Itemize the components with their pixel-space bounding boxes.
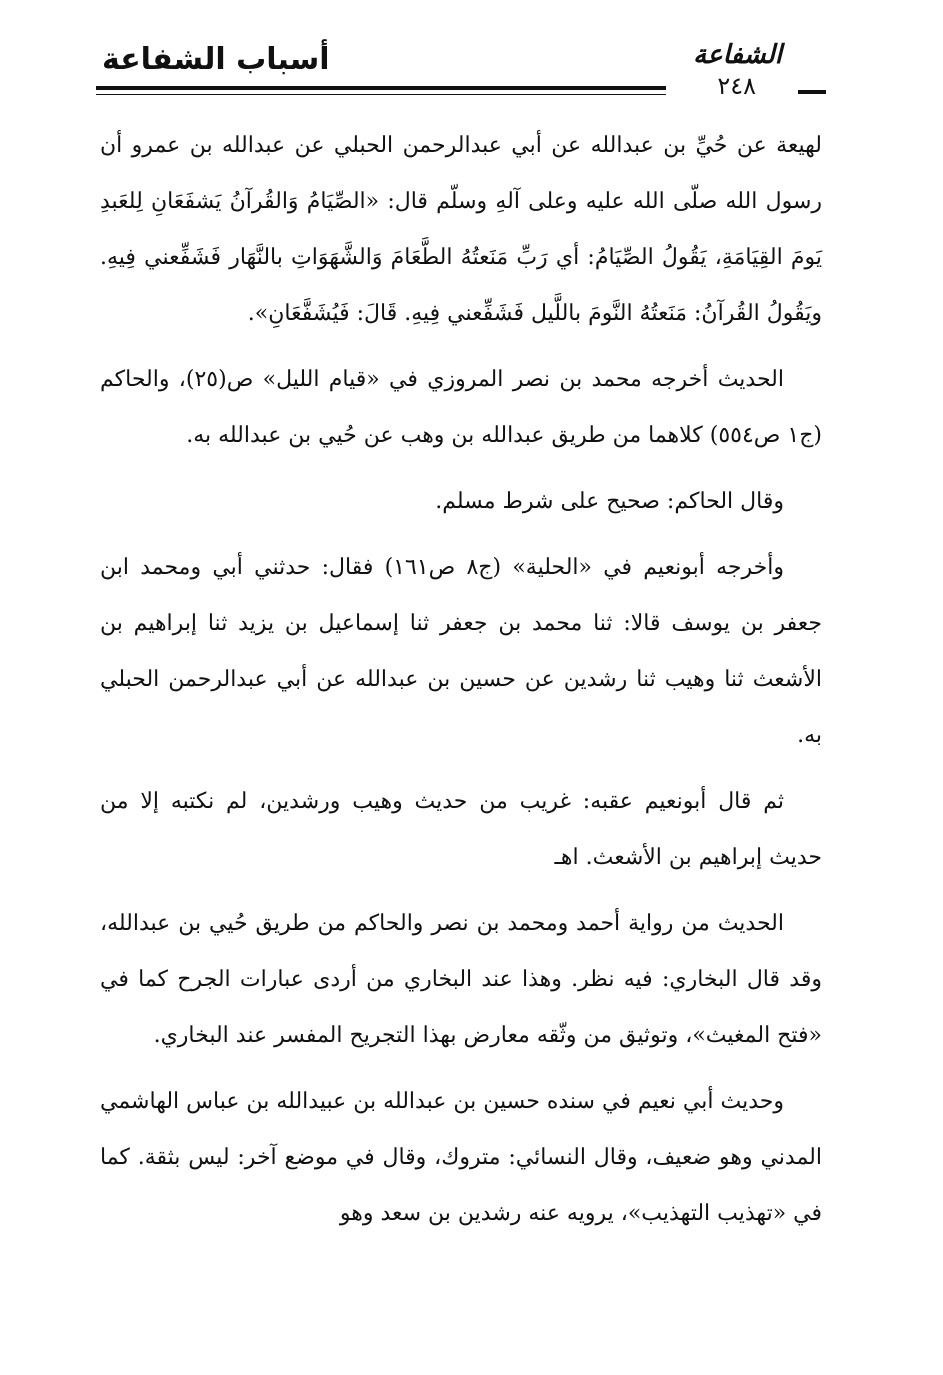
book-logo: الشفاعة bbox=[693, 40, 782, 70]
body-text bbox=[100, 118, 822, 1252]
page-header bbox=[96, 38, 826, 108]
page-number: ٢٤٨ bbox=[717, 72, 756, 100]
paragraph: وأخرجه أبونعيم في «الحلية» (ج٨ ص١٦١) فقال: حدثني أبي ومحمد ابن جعفر بن يوسف قالا: ثنا محمد بن جعفر ثنا إسماعيل بن يزيد ثنا إبراهيم بن الأشعث ثنا وهيب ثنا رشدين عن حسين بن عبدالله عن أبي عبدالرحمن الحبلي به. bbox=[100, 555, 822, 748]
header-rule-short bbox=[798, 90, 826, 94]
header-rule-thin bbox=[96, 94, 666, 95]
running-title: أسباب الشفاعة bbox=[102, 42, 330, 77]
paragraph: وقال الحاكم: صحيح على شرط مسلم. bbox=[435, 489, 784, 514]
paragraph: وحديث أبي نعيم في سنده حسين بن عبدالله بن عبيدالله بن عباس الهاشمي المدني وهو ضعيف، وقال النسائي: متروك، وقال في موضع آخر: ليس بثقة. كما في «تهذيب التهذيب»، يرويه عنه رشدين بن سعد وهو bbox=[100, 1089, 822, 1226]
paragraph: لهيعة عن حُيِّ بن عبدالله عن أبي عبدالرحمن الحبلي عن عبدالله بن عمرو أن رسول الله صلّى الله عليه وعلى آلهِ وسلّم قال: «الصِّيَامُ وَالقُرآنُ يَشفَعَانِ لِلعَبدِ يَومَ القِيَامَةِ، يَقُولُ الصِّيَامُ: أي رَبِّ مَنَعتُهُ الطَّعَامَ وَالشَّهَوَاتِ بالنَّهَار فَشَفِّعني فِيهِ. ويَقُولُ القُرآنُ: مَنَعتُهُ النَّومَ باللَّيل فَشَفِّعني فِيهِ. قَالَ: فَيُشَفَّعَانِ». bbox=[100, 133, 822, 326]
paragraph: الحديث أخرجه محمد بن نصر المروزي في «قيام الليل» ص(٢٥)، والحاكم (ج١ ص٥٥٤) كلاهما من طريق عبدالله بن وهب عن حُيي بن عبدالله به. bbox=[100, 367, 822, 448]
header-rule-thick bbox=[96, 86, 666, 90]
paragraph: ثم قال أبونعيم عقبه: غريب من حديث وهيب ورشدين، لم نكتبه إلا من حديث إبراهيم بن الأشعث. اهـ bbox=[100, 789, 822, 870]
paragraph: الحديث من رواية أحمد ومحمد بن نصر والحاكم من طريق حُيي بن عبدالله، وقد قال البخاري: فيه نظر. وهذا عند البخاري من أردى عبارات الجرح كما في «فتح المغيث»، وتوثيق من وثّقه معارض بهذا التجريح المفسر عند البخاري. bbox=[100, 911, 822, 1048]
